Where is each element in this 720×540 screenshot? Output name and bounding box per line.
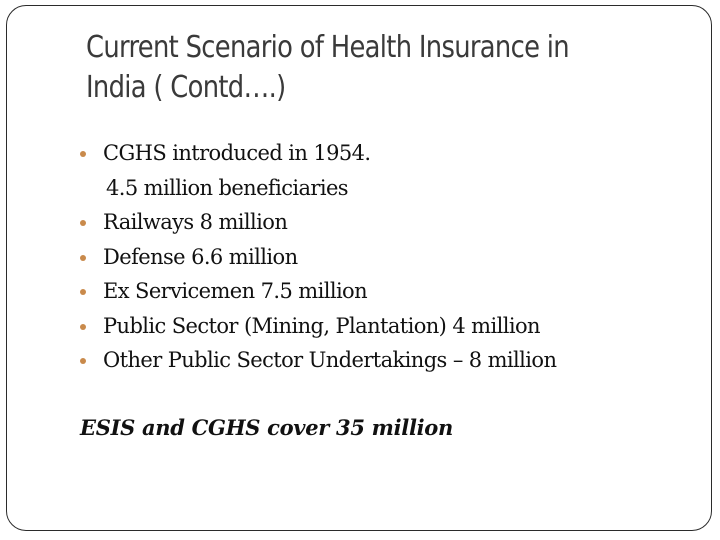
- bullet-dot-icon: [80, 255, 86, 261]
- bullet-dot-icon: [80, 151, 86, 157]
- summary-note: ESIS and CGHS cover 35 million: [80, 415, 453, 440]
- slide-title: [86, 28, 619, 108]
- bullet-item: [78, 343, 556, 378]
- bullet-text: Ex Servicemen 7.5 million: [103, 279, 368, 303]
- bullet-text: Public Sector (Mining, Plantation) 4 million: [103, 313, 540, 338]
- bullet-text: CGHS introduced in 1954.: [103, 141, 371, 165]
- bullet-text: Railways 8 million: [103, 210, 288, 234]
- bullet-text: Other Public Sector Undertakings – 8 million: [103, 348, 557, 372]
- bullet-item: [78, 205, 556, 240]
- bullet-continuation: 4.5 million beneficiaries: [106, 175, 348, 200]
- bullet-item: [78, 309, 556, 344]
- bullet-item: [78, 136, 556, 205]
- bullet-dot-icon: [80, 220, 86, 226]
- bullet-dot-icon: [80, 358, 86, 364]
- title-line-2: India ( Contd….): [86, 70, 286, 105]
- bullet-text: Defense 6.6 million: [103, 244, 298, 269]
- bullet-item: [78, 240, 556, 275]
- bullet-dot-icon: [80, 289, 86, 295]
- title-line-1: Current Scenario of Health Insurance in: [86, 30, 569, 65]
- bullet-dot-icon: [80, 324, 86, 330]
- bullet-list: [78, 136, 556, 378]
- bullet-item: [78, 274, 556, 309]
